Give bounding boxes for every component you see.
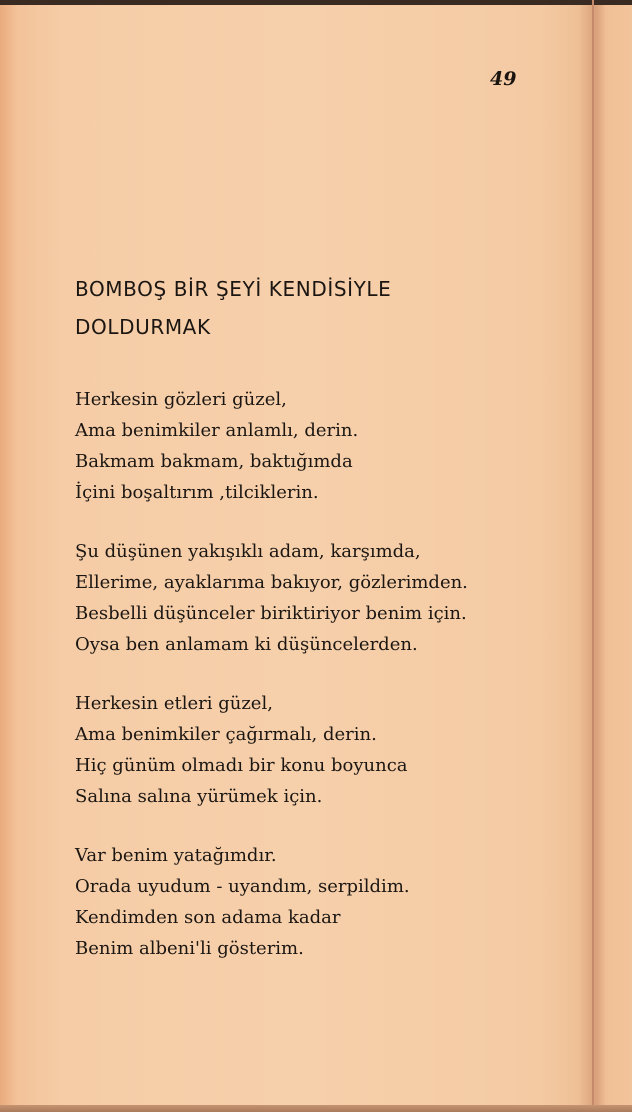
poem-line: Herkesin gözleri güzel,	[75, 389, 287, 410]
poem-line: Şu düşünen yakışıklı adam, karşımda,	[75, 541, 421, 562]
page-top-edge	[0, 0, 632, 5]
poem-line: Ama benimkiler anlamlı, derin.	[75, 420, 359, 441]
poem-line: Orada uyudum - uyandım, serpildim.	[75, 876, 410, 897]
poem-title-line-1: BOMBOŞ BİR ŞEYİ KENDİSİYLE	[75, 277, 392, 301]
poem-line: Herkesin etleri güzel,	[75, 693, 273, 714]
poem-body	[75, 384, 575, 992]
poem-title-line-2: DOLDURMAK	[75, 315, 211, 339]
stanza-1	[75, 384, 575, 508]
page-bottom-edge	[0, 1105, 632, 1112]
poem-line: Bakmam bakmam, baktığımda	[75, 451, 353, 472]
poem-line: Salına salına yürümek için.	[75, 786, 323, 807]
poem-line: İçini boşaltırım ,tilciklerin.	[75, 482, 319, 503]
stanza-4	[75, 840, 575, 964]
poem-line: Kendimden son adama kadar	[75, 907, 341, 928]
poem-line: Hiç günüm olmadı bir konu boyunca	[75, 755, 408, 776]
poem-line: Oysa ben anlamam ki düşüncelerden.	[75, 634, 418, 655]
poem-title	[75, 270, 575, 346]
poem-line: Benim albeni'li gösterim.	[75, 938, 304, 959]
page-number: 49	[490, 68, 517, 90]
poem-line: Var benim yatağımdır.	[75, 845, 277, 866]
poem-line: Ellerime, ayaklarıma bakıyor, gözlerimden.	[75, 572, 468, 593]
poem-line: Besbelli düşünceler biriktiriyor benim için.	[75, 603, 467, 624]
stanza-2	[75, 536, 575, 660]
page-fold-shadow	[592, 0, 594, 1112]
stanza-3	[75, 688, 575, 812]
poem-line: Ama benimkiler çağırmalı, derin.	[75, 724, 377, 745]
